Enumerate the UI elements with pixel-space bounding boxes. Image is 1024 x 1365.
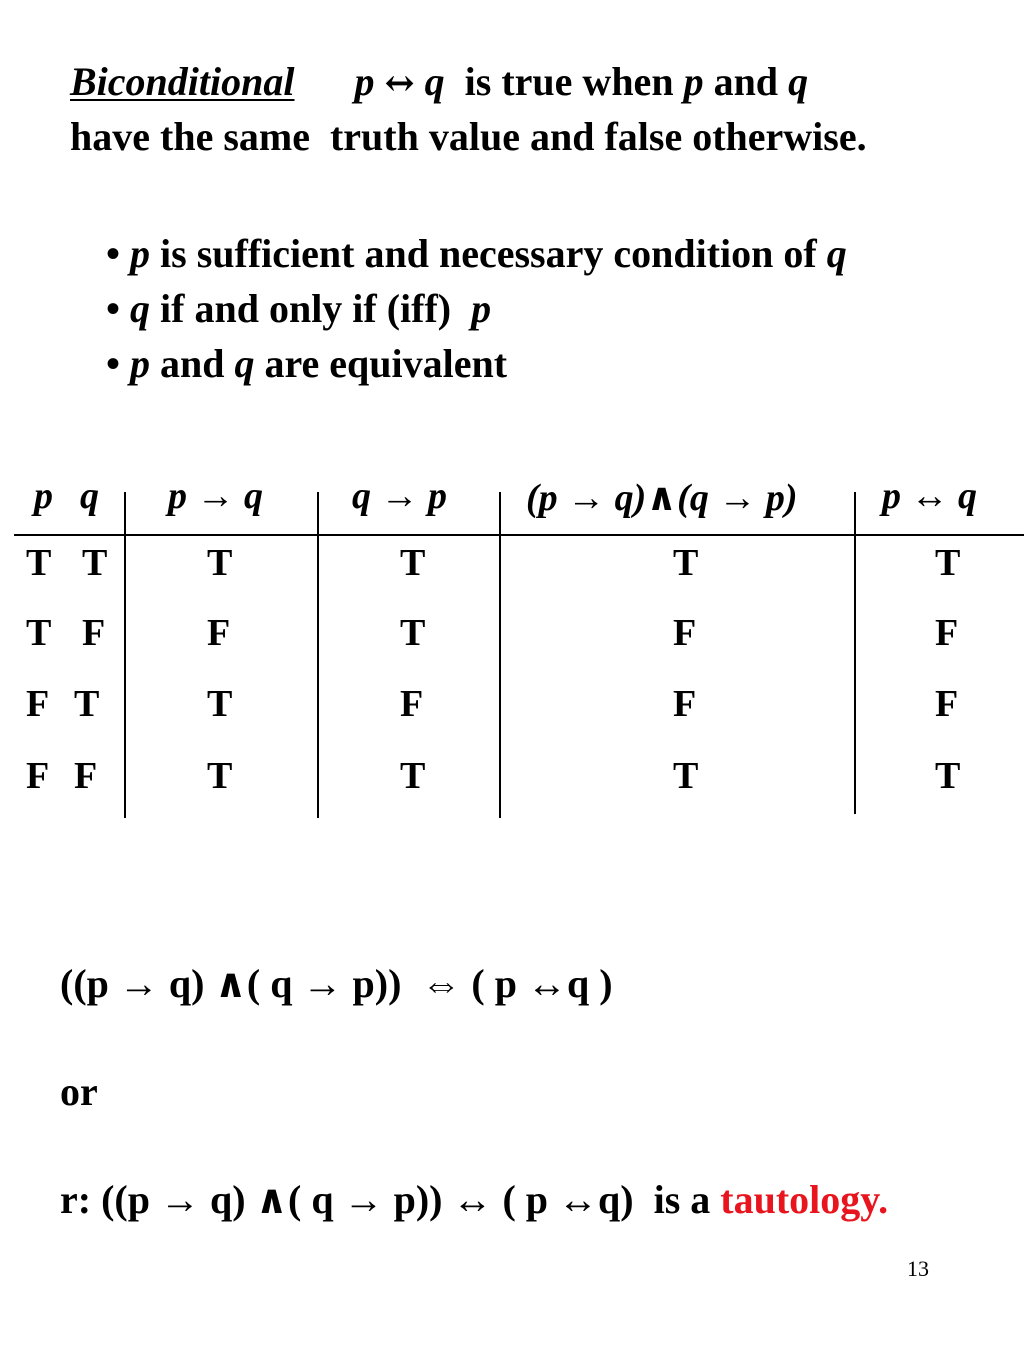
bullet-marker: • — [106, 231, 121, 276]
final-formula: r: ((p → q) ∧( q → p)) ↔ ( p ↔q) — [60, 1177, 634, 1222]
bullet-var2: q — [234, 341, 255, 386]
header-p-implies-q: p → q — [168, 475, 263, 517]
table-cell: F — [935, 683, 959, 725]
term-biconditional: Biconditional — [70, 59, 295, 104]
table-cell: T — [400, 542, 426, 584]
table-cell: T — [935, 542, 961, 584]
final-is-a: is a — [653, 1177, 711, 1222]
bullet-var2: p — [471, 286, 492, 331]
bullet-1 — [106, 231, 847, 276]
equivalence-formula: ((p → q) ∧( q → p)) ⇔ ( p ↔q ) — [60, 961, 613, 1006]
table-cell: F — [26, 683, 50, 725]
table-cell: F — [673, 683, 697, 725]
header-biconditional: p ↔ q — [882, 475, 977, 517]
table-cell: T — [26, 542, 52, 584]
formula-p: p — [354, 59, 375, 104]
table-cell: F — [207, 612, 231, 654]
table-cell: T — [935, 755, 961, 797]
bullet-3 — [106, 341, 508, 386]
table-cell: F — [400, 683, 424, 725]
column-divider-4 — [854, 492, 856, 814]
column-divider-3 — [499, 492, 501, 818]
table-cell: F — [82, 612, 106, 654]
bullet-2 — [106, 286, 492, 331]
table-cell: T — [400, 755, 426, 797]
table-cell: F — [74, 755, 98, 797]
column-divider-1 — [124, 492, 126, 818]
bullet-marker: • — [106, 341, 121, 386]
intro-and: and — [713, 59, 779, 104]
table-header-rule — [14, 534, 1024, 536]
bullet-var: q — [130, 286, 151, 331]
bullet-marker: • — [106, 286, 121, 331]
column-divider-2 — [317, 492, 319, 818]
intro-text-a: is true when — [464, 59, 674, 104]
table-cell: T — [207, 683, 233, 725]
header-conjunction: (p → q)∧(q → p) — [526, 477, 798, 519]
table-cell: T — [673, 755, 699, 797]
header-q: q — [80, 475, 99, 517]
bullet-text: if and only if (iff) — [160, 286, 452, 331]
bullet-var: p — [130, 341, 151, 386]
or-text: or — [60, 1069, 98, 1114]
table-cell: T — [74, 683, 100, 725]
bullet-text2: are equivalent — [264, 341, 508, 386]
page-number: 13 — [907, 1256, 929, 1281]
table-cell: T — [207, 755, 233, 797]
table-cell: T — [400, 612, 426, 654]
tautology-highlight: tautology. — [720, 1177, 889, 1222]
table-cell: F — [935, 612, 959, 654]
bullet-text: is sufficient and necessary condition of — [160, 231, 817, 276]
intro-q: q — [788, 59, 809, 104]
table-cell: T — [82, 542, 108, 584]
table-cell: T — [207, 542, 233, 584]
intro-line-1 — [70, 59, 809, 104]
intro-line-2: have the same truth value and false otherwise. — [70, 114, 867, 159]
table-cell: T — [673, 542, 699, 584]
bullet-text: and — [160, 341, 225, 386]
table-cell: F — [673, 612, 697, 654]
header-q-implies-p: q → p — [352, 475, 447, 517]
formula-q: q — [424, 59, 445, 104]
bullet-var2: q — [826, 231, 847, 276]
header-p: p — [34, 475, 53, 517]
table-cell: F — [26, 755, 50, 797]
bullet-var: p — [130, 231, 151, 276]
biconditional-arrow-icon: ↔ — [384, 62, 415, 104]
table-cell: T — [26, 612, 52, 654]
final-statement — [60, 1177, 889, 1222]
intro-p: p — [683, 59, 704, 104]
